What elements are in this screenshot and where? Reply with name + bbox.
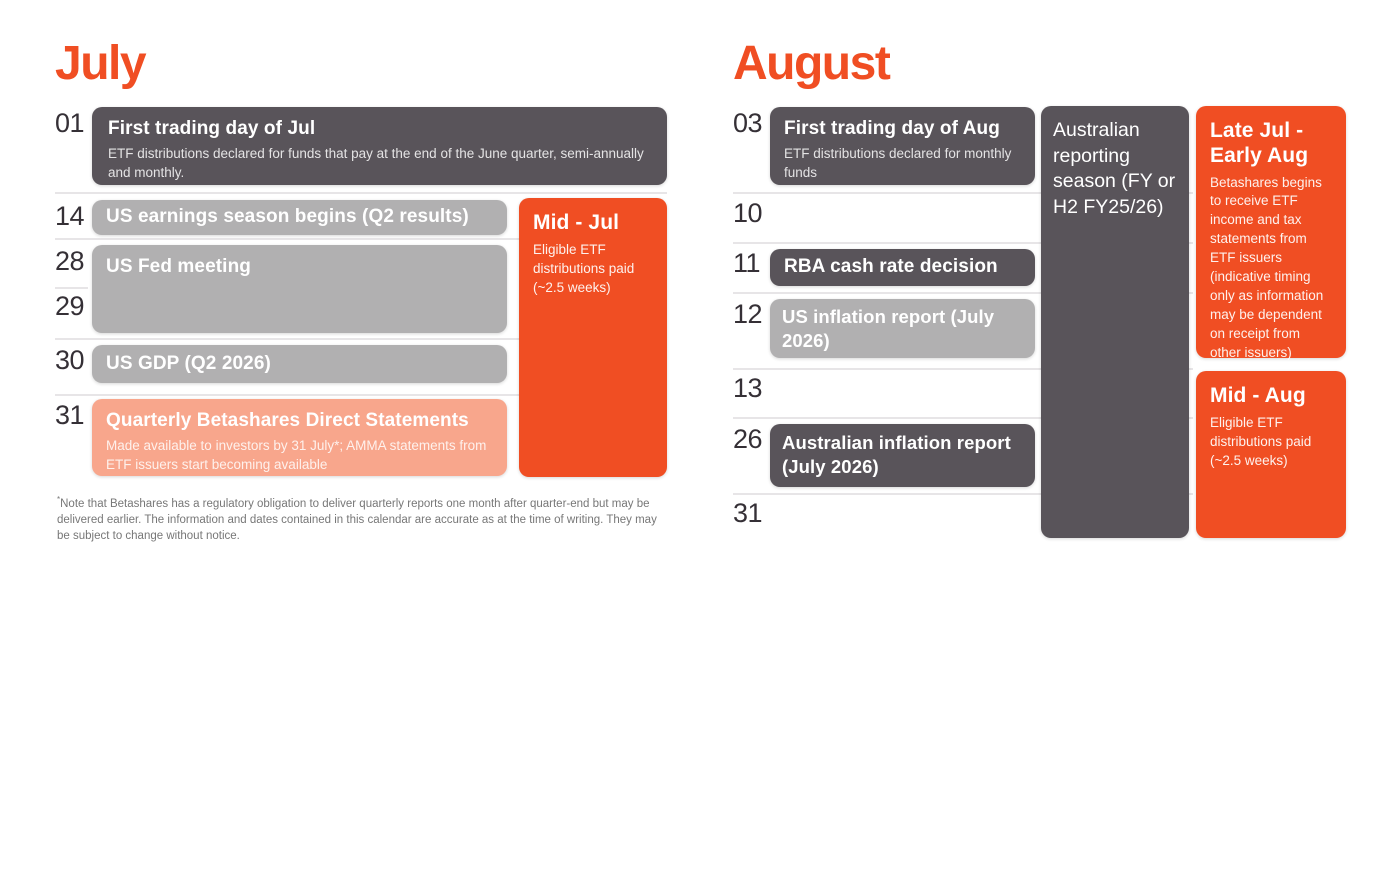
- late-jul-early-aug-callout: [1196, 106, 1346, 358]
- event-box-first-trading-day-aug: [770, 107, 1035, 185]
- event-title: RBA cash rate decision: [784, 256, 998, 278]
- july-title: July: [55, 37, 146, 90]
- row-divider: [55, 192, 667, 194]
- event-box-us-inflation-report: [770, 299, 1035, 358]
- footnote-asterisk: *: [57, 495, 61, 504]
- august-title: August: [733, 37, 890, 90]
- mid-aug-callout: [1196, 371, 1346, 538]
- event-box-us-fed-meeting: [92, 245, 507, 333]
- event-title: US inflation report (July 2026): [782, 306, 995, 351]
- callout-heading: Mid - Aug: [1210, 384, 1306, 407]
- day-number-jul-31: 31: [55, 400, 85, 430]
- row-divider: [55, 287, 88, 289]
- footnote-text: Note that Betashares has a regulatory obligation to deliver quarterly reports one month after quarter-end but may be delivered earlier. The information and dates contained in this calendar are accurate as at the time of writing. They may be subject to change without notice.: [57, 497, 657, 542]
- day-number-aug-12: 12: [733, 299, 763, 329]
- day-number-aug-26: 26: [733, 424, 763, 454]
- event-title: US Fed meeting: [106, 256, 251, 277]
- event-subtitle: Made available to investors by 31 July*; AMMA statements from ETF issuers start becoming available: [106, 438, 487, 472]
- event-title: US earnings season begins (Q2 results): [106, 206, 469, 228]
- callout-heading: Late Jul - Early Aug: [1210, 119, 1309, 167]
- day-number-aug-31: 31: [733, 498, 763, 528]
- event-box-australian-inflation-report: [770, 424, 1035, 487]
- callout-heading: Mid - Jul: [533, 211, 620, 234]
- event-title: Australian inflation report (July 2026): [782, 432, 1011, 477]
- day-number-jul-28: 28: [55, 246, 85, 276]
- event-title: First trading day of Jul: [108, 118, 316, 139]
- event-box-rba-cash-rate: [770, 249, 1035, 286]
- event-title: First trading day of Aug: [784, 118, 1000, 139]
- callout-body: Eligible ETF distributions paid (~2.5 weeks): [533, 241, 635, 295]
- mid-jul-callout: [519, 198, 667, 477]
- day-number-aug-11: 11: [733, 248, 761, 278]
- event-box-first-trading-day-jul: [92, 107, 667, 185]
- event-box-us-gdp: [92, 345, 507, 383]
- day-number-jul-14: 14: [55, 201, 85, 231]
- event-box-quarterly-statements: [92, 399, 507, 476]
- day-number-jul-30: 30: [55, 345, 85, 375]
- event-title: Quarterly Betashares Direct Statements: [106, 410, 469, 431]
- event-subtitle: ETF distributions declared for monthly funds: [784, 146, 1012, 180]
- day-number-aug-10: 10: [733, 198, 763, 228]
- event-box-us-earnings-season: [92, 200, 507, 235]
- day-number-jul-29: 29: [55, 291, 85, 321]
- event-title: US GDP (Q2 2026): [106, 352, 271, 374]
- day-number-aug-13: 13: [733, 373, 763, 403]
- australian-reporting-season-box: Australian reporting season (FY or H2 FY25/26): [1041, 106, 1189, 538]
- day-number-aug-03: 03: [733, 108, 763, 138]
- callout-body: Eligible ETF distributions paid (~2.5 weeks): [1210, 414, 1312, 468]
- footnote: [57, 494, 663, 544]
- callout-body: Betashares begins to receive ETF income and tax statements from ETF issuers (indicative timing only as information may be dependent on receipt from other issuers): [1210, 174, 1324, 360]
- day-number-jul-01: 01: [55, 108, 85, 138]
- event-subtitle: ETF distributions declared for funds that pay at the end of the June quarter, semi-annually and monthly.: [108, 146, 644, 180]
